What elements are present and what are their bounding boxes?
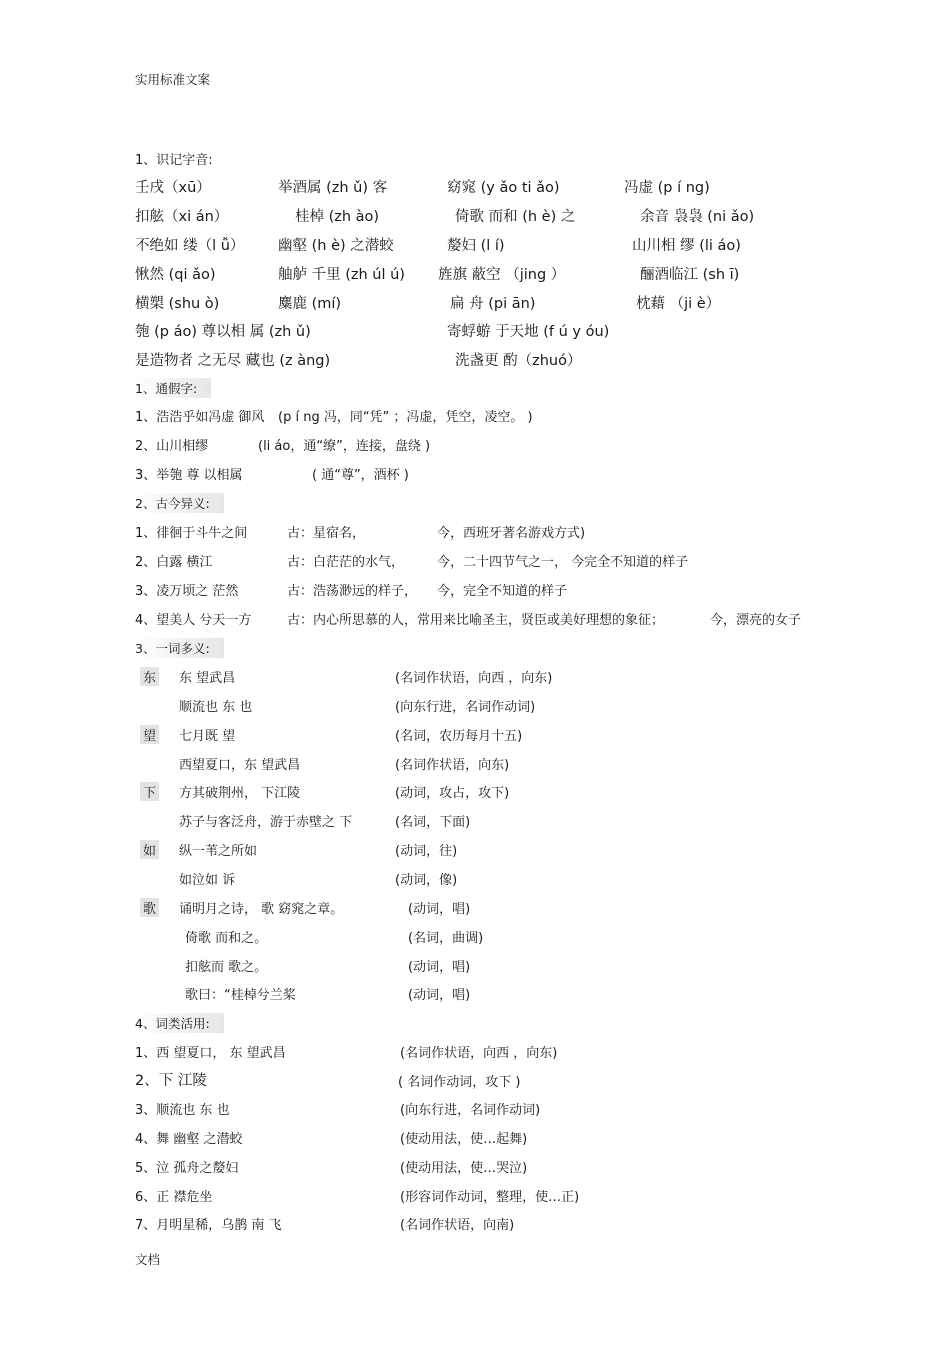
duoyi-text-4: 西望夏口，东 望武昌	[179, 758, 301, 773]
huoyong-item-7a: 7、月明星稀，乌鹊 南 飞	[135, 1218, 282, 1233]
duoyi-text-3: 七月既 望	[179, 729, 236, 744]
huoyong-item-7b: (名词作状语，向南)	[400, 1218, 515, 1233]
duoyi-text-10: 倚歌 而和之。	[185, 931, 268, 946]
duoyi-note-8: (动词，像)	[395, 873, 458, 888]
duoyi-key-ru: 如	[140, 840, 159, 859]
huoyong-item-3a: 3、顺流也 东 也	[135, 1103, 230, 1118]
duoyi-note-1: (名词作状语，向西 ，向东)	[395, 671, 553, 686]
duoyi-note-6: (名词，下面)	[395, 815, 471, 830]
duoyi-key-wang: 望	[140, 725, 159, 744]
huoyong-item-4b: (使动用法，使…起舞)	[400, 1132, 528, 1147]
pron-r5c0: 匏 (p áo) 尊以相 属 (zh ǔ)	[135, 324, 311, 340]
page-header: 实用标准文案	[135, 72, 211, 87]
huoyong-item-1a: 1、西 望夏口， 东 望武昌	[135, 1046, 286, 1061]
duoyi-text-11: 扣舷而 歌之。	[185, 960, 268, 975]
duoyi-key-xia: 下	[140, 782, 159, 801]
pron-r0c2: 窈窕 (y ǎo ti ǎo)	[447, 180, 560, 196]
guji-heading: 2、古今异义:	[135, 493, 224, 513]
tongjia-item-3b: ( 通“尊”，酒杯 )	[312, 468, 409, 483]
guji-item-3a: 3、凌万顷之 茫然	[135, 584, 239, 599]
duoyi-note-12: (动词，唱)	[408, 988, 471, 1003]
duoyi-note-4: (名词作状语，向东)	[395, 758, 510, 773]
guji-item-4b: 古：内心所思慕的人，常用来比喻圣主，贤臣或美好理想的象征；	[287, 613, 665, 628]
pron-r2c1: 幽壑 (h è) 之潜蛟	[278, 238, 394, 254]
pron-r4c2: 扁 舟 (pi ān)	[450, 296, 536, 312]
guji-item-1a: 1、徘徊于斗牛之间	[135, 526, 248, 541]
tongjia-item-3a: 3、举匏 尊 以相属	[135, 468, 243, 483]
pron-r2c3: 山川相 缪 (li áo)	[632, 238, 741, 254]
huoyong-item-5a: 5、泣 孤舟之嫠妇	[135, 1161, 239, 1176]
page-footer: 文档	[135, 1252, 161, 1267]
pron-r0c0: 壬戌（xū）	[135, 180, 211, 196]
tongjia-heading: 1、通假字:	[135, 378, 211, 398]
duoyi-text-2: 顺流也 东 也	[179, 700, 253, 715]
guji-item-3c: 今，完全不知道的样子	[437, 584, 568, 599]
duoyi-text-12: 歌曰：“桂棹兮兰桨	[185, 988, 296, 1003]
pronunciation-heading: 1、识记字音:	[135, 153, 213, 168]
pron-r6c0-text: 是造物者 之无尽 藏也 (z àng)	[135, 353, 331, 369]
huoyong-item-6a: 6、正 襟危坐	[135, 1190, 213, 1205]
pron-r4c3: 枕藉 （ji è）	[636, 296, 721, 312]
pron-r3c0: 愀然 (qi ǎo)	[135, 267, 216, 283]
duoyi-note-3: (名词，农历每月十五)	[395, 729, 523, 744]
duoyi-note-11: (动词，唱)	[408, 960, 471, 975]
duoyi-note-5: (动词，攻占，攻下)	[395, 786, 510, 801]
guji-item-2b: 古：白茫茫的水气，	[287, 555, 405, 570]
pron-r6c0	[135, 349, 330, 370]
pron-r6c2: 洗盏更 酌（zhuó）	[455, 353, 582, 369]
pron-r3c1: 舳舻 千里 (zh úl ú)	[278, 267, 405, 283]
duoyi-note-10: (名词，曲调)	[408, 931, 484, 946]
pron-r1c2: 倚歌 而和 (h è) 之	[455, 209, 576, 225]
duoyi-note-7: (动词，往)	[395, 844, 458, 859]
duoyi-text-9: 诵明月之诗， 歌 窈窕之章。	[179, 902, 344, 917]
guji-item-1b: 古：星宿名，	[287, 526, 366, 541]
duoyi-note-2: (向东行进，名词作动词)	[395, 700, 536, 715]
duoyi-key-ge: 歌	[140, 898, 159, 917]
huoyong-item-6b: (形容词作动词，整理，使…正)	[400, 1190, 580, 1205]
pron-r2c0: 不绝如 缕（l ǚ）	[135, 238, 245, 254]
guji-item-1c: 今，西班牙著名游戏方式)	[437, 526, 586, 541]
tongjia-item-1a: 1、浩浩乎如冯虚 御风	[135, 410, 265, 425]
pron-r5c2: 寄蜉蝣 于天地 (f ú y óu)	[447, 324, 610, 340]
pron-r1c0: 扣舷（xi án）	[135, 209, 229, 225]
pron-r4c1: 麋鹿 (mí)	[278, 296, 342, 312]
huoyong-item-3b: (向东行进，名词作动词)	[400, 1103, 541, 1118]
huoyong-item-2b: ( 名词作动词，攻下 )	[398, 1075, 521, 1090]
guji-item-2c: 今，二十四节气之一， 今完全不知道的样子	[437, 555, 689, 570]
duoyi-text-7: 纵一苇之所如	[179, 844, 258, 859]
duoyi-text-6: 苏子与客泛舟，游于赤壁之 下	[179, 815, 353, 830]
pron-r3c3: 酾酒临江 (sh ī)	[640, 267, 740, 283]
tongjia-item-2b: (li áo，通“缭”，连接，盘绕 )	[258, 439, 431, 454]
duoyi-note-9: (动词，唱)	[408, 902, 471, 917]
pron-r0c3: 冯虚 (p í ng)	[624, 180, 710, 196]
guji-item-4a: 4、望美人 兮天一方	[135, 613, 252, 628]
tongjia-item-1b: (p í ng 冯，同“凭” ；冯虚，凭空，凌空。 )	[278, 410, 533, 425]
duoyi-key-dong: 东	[140, 667, 159, 686]
huoyong-item-2a: 2、下 江陵	[135, 1073, 207, 1089]
huoyong-item-5b: (使动用法，使…哭泣)	[400, 1161, 528, 1176]
huoyong-item-1b: (名词作状语，向西 ，向东)	[400, 1046, 558, 1061]
huoyong-heading: 4、词类活用:	[135, 1013, 224, 1033]
pron-r2c2: 嫠妇 (l í)	[447, 238, 505, 254]
duoyi-heading: 3、一词多义:	[135, 638, 224, 658]
duoyi-text-5: 方其破荆州， 下江陵	[179, 786, 301, 801]
guji-item-4c: 今，漂亮的女子	[710, 613, 802, 628]
duoyi-text-1: 东 望武昌	[179, 671, 236, 686]
duoyi-text-8: 如泣如 诉	[179, 873, 236, 888]
huoyong-item-4a: 4、舞 幽壑 之潜蛟	[135, 1132, 243, 1147]
guji-item-2a: 2、白露 横江	[135, 555, 213, 570]
pron-r1c3: 余音 袅袅 (ni ǎo)	[640, 209, 755, 225]
guji-item-3b: 古：浩荡渺远的样子，	[287, 584, 418, 599]
pron-r1c1: 桂棹 (zh ào)	[295, 209, 380, 225]
tongjia-item-2a: 2、山川相缪	[135, 439, 209, 454]
pron-r4c0: 横槊 (shu ò)	[135, 296, 220, 312]
pron-r0c1: 举酒属 (zh ǔ) 客	[278, 180, 388, 196]
pron-r3c2: 旌旗 蔽空 （jing ）	[438, 267, 566, 283]
